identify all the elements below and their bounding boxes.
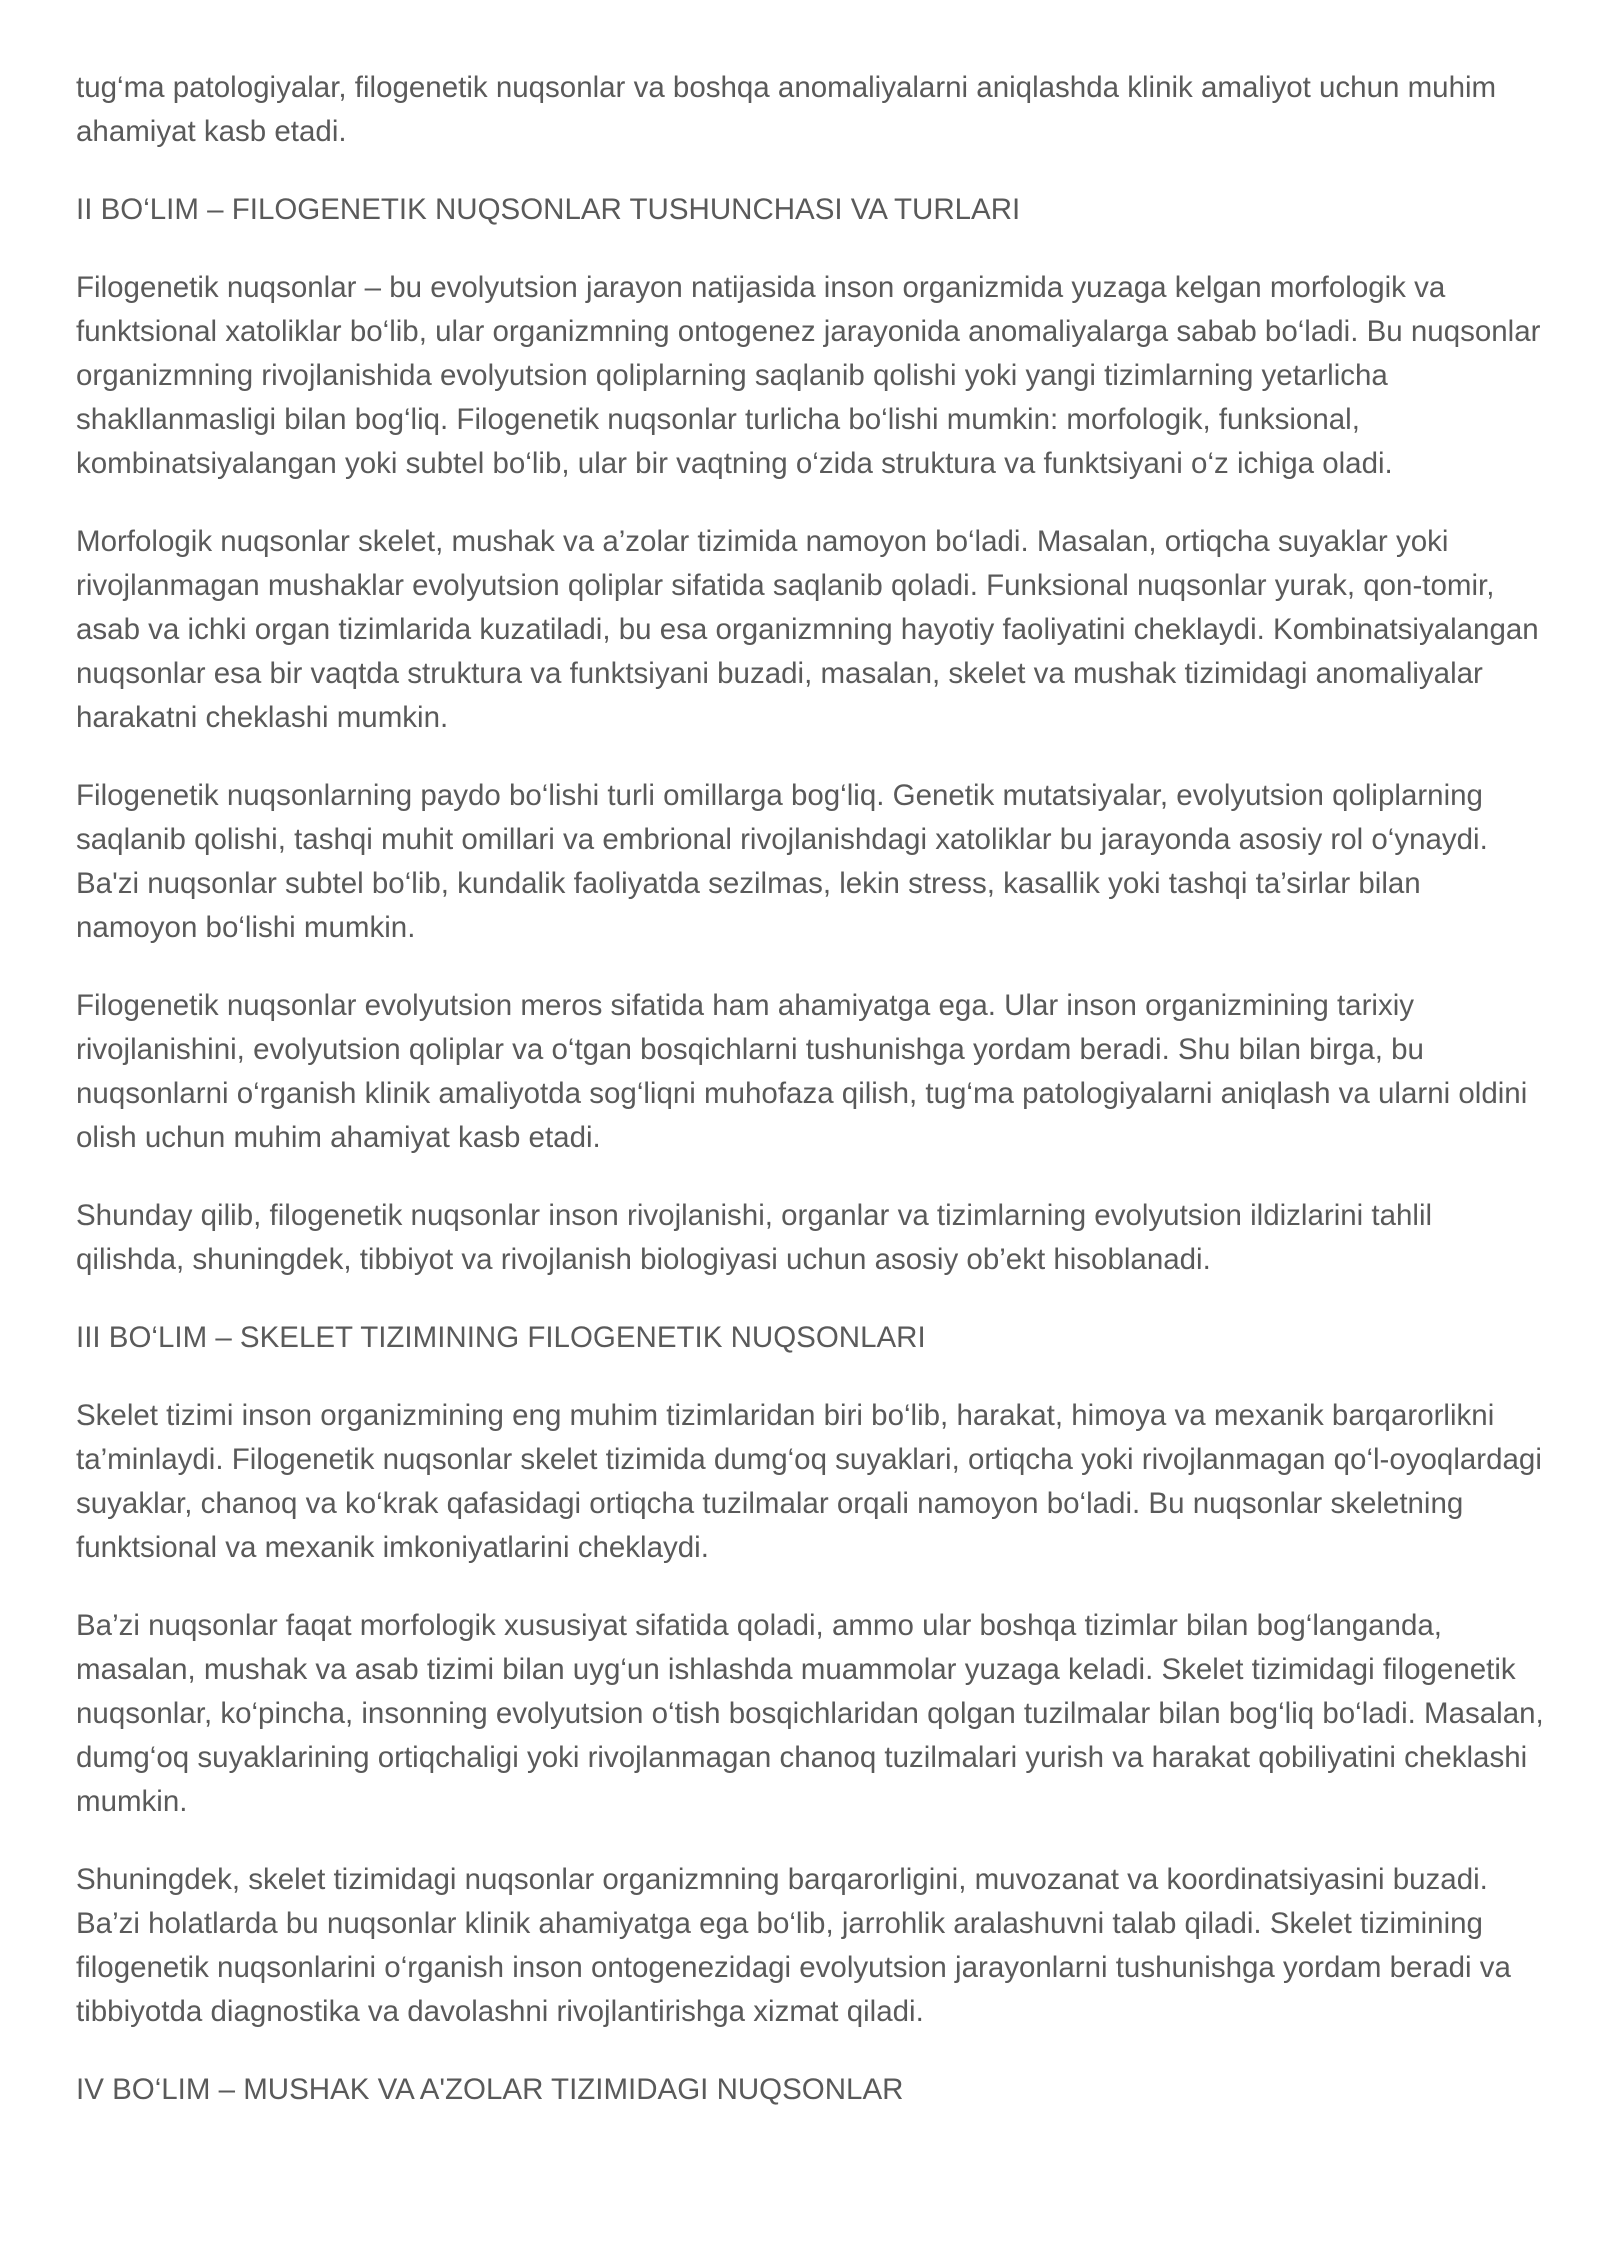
paragraph: Morfologik nuqsonlar skelet, mushak va a’zolar tizimida namoyon bo‘ladi. Masalan, ortiqcha suyaklar yoki rivojlanmagan mushaklar evolyutsion qoliplar sifatida saqlanib qoladi. Funksional nuqsonlar yurak, qon-tomir, asab va ichki organ tizimlarida kuzatiladi, bu esa organizmning hayotiy faoliyatini cheklaydi. Kombinatsiyalangan nuqsonlar esa bir vaqtda struktura va funktsiyani buzadi, masalan, skelet va mushak tizimidagi anomaliyalar harakatni cheklashi mumkin. — [76, 525, 1539, 734]
paragraph: Ba’zi nuqsonlar faqat morfologik xususiyat sifatida qoladi, ammo ular boshqa tizimlar bilan bog‘langanda, masalan, mushak va asab tizimi bilan uyg‘un ishlashda muammolar yuzaga keladi. Skelet tizimidagi filogenetik nuqsonlar, ko‘pincha, insonning evolyutsion o‘tish bosqichlaridan qolgan tuzilmalar bilan bog‘liq bo‘ladi. Masalan, dumg‘oq suyaklarining ortiqchaligi yoki rivojlanmagan chanoq tuzilmalari yurish va harakat qobiliyatini cheklashi mumkin. — [76, 1609, 1544, 1818]
paragraph: Skelet tizimi inson organizmining eng muhim tizimlaridan biri bo‘lib, harakat, himoya va mexanik barqarorlikni ta’minlaydi. Filogenetik nuqsonlar skelet tizimida dumg‘oq suyaklari, ortiqcha yoki rivojlanmagan qo‘l-oyoqlardagi suyaklar, chanoq va ko‘krak qafasidagi ortiqcha tuzilmalar orqali namoyon bo‘ladi. Bu nuqsonlar skeletning funktsional va mexanik imkoniyatlarini cheklaydi. — [76, 1399, 1542, 1564]
section-heading-3: III BO‘LIM – SKELET TIZIMINING FILOGENETIK NUQSONLARI — [76, 1321, 926, 1354]
document-page — [76, 66, 1546, 2146]
paragraph: Filogenetik nuqsonlar evolyutsion meros sifatida ham ahamiyatga ega. Ular inson organizmining tarixiy rivojlanishini, evolyutsion qoliplar va o‘tgan bosqichlarni tushunishga yordam beradi. Shu bilan birga, bu nuqsonlarni o‘rganish klinik amaliyotda sog‘liqni muhofaza qilish, tug‘ma patologiyalarni aniqlash va ularni oldini olish uchun muhim ahamiyat kasb etadi. — [76, 989, 1528, 1154]
paragraph: Filogenetik nuqsonlar – bu evolyutsion jarayon natijasida inson organizmida yuzaga kelgan morfologik va funktsional xatoliklar bo‘lib, ular organizmning ontogenez jarayonida anomaliyalarga sabab bo‘ladi. Bu nuqsonlar organizmning rivojlanishida evolyutsion qoliplarning saqlanib qolishi yoki yangi tizimlarning yetarlicha shakllanmasligi bilan bog‘liq. Filogenetik nuqsonlar turlicha bo‘lishi mumkin: morfologik, funksional, kombinatsiyalangan yoki subtel bo‘lib, ular bir vaqtning o‘zida struktura va funktsiyani o‘z ichiga oladi. — [76, 271, 1541, 480]
paragraph: Filogenetik nuqsonlarning paydo bo‘lishi turli omillarga bog‘liq. Genetik mutatsiyalar, evolyutsion qoliplarning saqlanib qolishi, tashqi muhit omillari va embrional rivojlanishdagi xatoliklar bu jarayonda asosiy rol o‘ynaydi. Ba'zi nuqsonlar subtel bo‘lib, kundalik faoliyatda sezilmas, lekin stress, kasallik yoki tashqi ta’sirlar bilan namoyon bo‘lishi mumkin. — [76, 779, 1488, 944]
intro-paragraph-continuation: tug‘ma patologiyalar, filogenetik nuqsonlar va boshqa anomaliyalarni aniqlashda klinik amaliyot uchun muhim ahamiyat kasb etadi. — [76, 71, 1497, 148]
paragraph: Shuningdek, skelet tizimidagi nuqsonlar organizmning barqarorligini, muvozanat va koordinatsiyasini buzadi. Ba’zi holatlarda bu nuqsonlar klinik ahamiyatga ega bo‘lib, jarrohlik aralashuvni talab qiladi. Skelet tizimining filogenetik nuqsonlarini o‘rganish inson ontogenezidagi evolyutsion jarayonlarni tushunishga yordam beradi va tibbiyotda diagnostika va davolashni rivojlantirishga xizmat qiladi. — [76, 1863, 1511, 2028]
paragraph: Shunday qilib, filogenetik nuqsonlar inson rivojlanishi, organlar va tizimlarning evolyutsion ildizlarini tahlil qilishda, shuningdek, tibbiyot va rivojlanish biologiyasi uchun asosiy ob’ekt hisoblanadi. — [76, 1199, 1433, 1276]
section-heading-4: IV BO‘LIM – MUSHAK VA A'ZOLAR TIZIMIDAGI NUQSONLAR — [76, 2073, 904, 2106]
section-heading-2: II BO‘LIM – FILOGENETIK NUQSONLAR TUSHUNCHASI VA TURLARI — [76, 193, 1021, 226]
